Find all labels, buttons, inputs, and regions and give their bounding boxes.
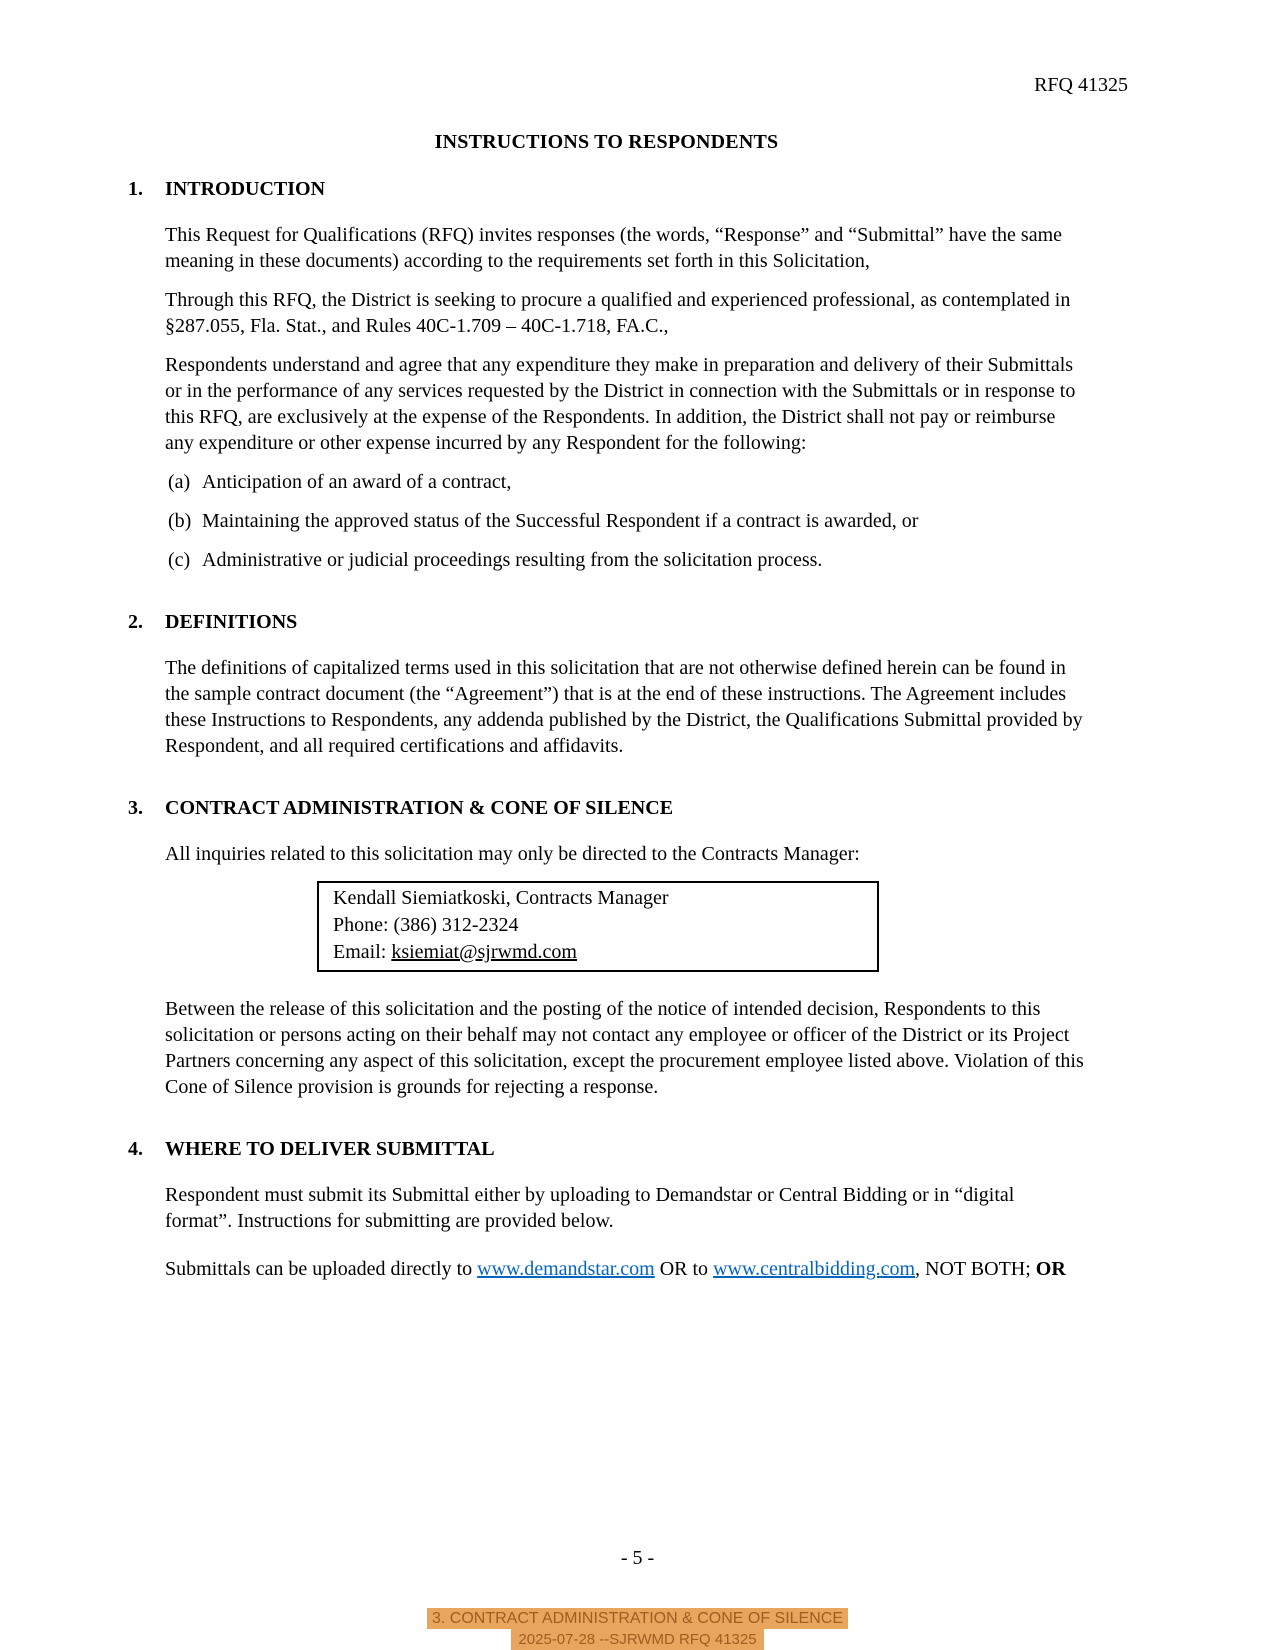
contact-email-label: Email:: [333, 941, 392, 963]
paragraph: All inquiries related to this solicitation may only be directed to the Contracts Manager:: [165, 843, 860, 865]
document-title: INSTRUCTIONS TO RESPONDENTS: [434, 131, 779, 153]
contact-email-row: [333, 939, 863, 966]
stamp-row: [0, 1608, 1275, 1629]
doc-reference: RFQ 41325: [1034, 74, 1128, 96]
section-introduction: [128, 176, 1085, 573]
section-definitions: [128, 609, 1085, 759]
section-contract-administration: [128, 795, 1085, 1100]
list-item: [168, 547, 1085, 573]
paragraph: This Request for Qualifications (RFQ) invites responses (the words, “Response” and “Submittal” have the same meaning in these documents) according to the requirements set forth in this Solicitation,: [165, 224, 1063, 272]
section-number: 4.: [128, 1138, 143, 1160]
list-item-text: Anticipation of an award of a contract,: [202, 471, 512, 493]
section-heading: DEFINITIONS: [165, 611, 298, 633]
stamp-section-title: 3. CONTRACT ADMINISTRATION & CONE OF SILENCE: [427, 1608, 848, 1629]
upload-text-suffix: , NOT BOTH;: [915, 1258, 1036, 1280]
document-body: [128, 176, 1085, 1295]
demandstar-link[interactable]: www.demandstar.com: [477, 1258, 655, 1280]
section-heading: CONTRACT ADMINISTRATION & CONE OF SILENCE: [165, 797, 674, 819]
list-item-label: (c): [168, 549, 191, 571]
contact-box: [317, 881, 879, 972]
section-heading-row: [128, 609, 1085, 635]
list-item-text: Maintaining the approved status of the Successful Respondent if a contract is awarded, or: [202, 510, 919, 532]
paragraph: Respondents understand and agree that any expenditure they make in preparation and delivery of their Submittals or in the performance of any services requested by the District in connection with the Submittals or in response to this RFQ, are exclusively at the expense of the Respondents. In addition, the District shall not pay or reimburse any expenditure or other expense incurred by any Respondent for the following:: [165, 354, 1076, 454]
section-number: 2.: [128, 611, 143, 633]
list-item: [168, 469, 1085, 495]
page-number: - 5 -: [620, 1547, 655, 1569]
upload-text-prefix: Submittals can be uploaded directly to: [165, 1258, 478, 1280]
list-item-text: Administrative or judicial proceedings resulting from the solicitation process.: [202, 549, 823, 571]
footer-stamp: [0, 1608, 1275, 1650]
paragraph: Respondent must submit its Submittal either by uploading to Demandstar or Central Bidding or in “digital format”. Instructions for submitting are provided below.: [165, 1184, 1015, 1232]
centralbidding-link[interactable]: www.centralbidding.com: [713, 1258, 916, 1280]
paragraph-upload: [165, 1256, 1085, 1282]
contact-email-link[interactable]: ksiemiat@sjrwmd.com: [391, 941, 577, 963]
section-heading-row: [128, 1136, 1085, 1162]
list-item-label: (a): [168, 471, 191, 493]
list-item: [168, 508, 1085, 534]
list-item-label: (b): [168, 510, 192, 532]
upload-text-or: OR: [1035, 1258, 1066, 1280]
upload-text-middle: OR to: [654, 1258, 714, 1280]
stamp-date-reference: 2025-07-28 --SJRWMD RFQ 41325: [511, 1629, 763, 1650]
paragraph: Through this RFQ, the District is seeking to procure a qualified and experienced professional, as contemplated in §287.055, Fla. Stat., and Rules 40C-1.709 – 40C-1.718, FA.C.,: [165, 289, 1071, 337]
paragraph: The definitions of capitalized terms used in this solicitation that are not otherwise defined herein can be found in the sample contract document (the “Agreement”) that is at the end of these instructions. The Agreement includes these Instructions to Respondents, any addenda published by the District, the Qualifications Submittal provided by Respondent, and all required certifications and affidavits.: [165, 657, 1083, 757]
contact-name: Kendall Siemiatkoski, Contracts Manager: [333, 887, 669, 909]
section-where-to-deliver: [128, 1136, 1085, 1282]
section-heading: INTRODUCTION: [165, 178, 326, 200]
paragraph: Between the release of this solicitation and the posting of the notice of intended decision, Respondents to this solicitation or persons acting on their behalf may not contact any employee or officer of the District or its Project Partners concerning any aspect of this solicitation, except the procurement employee listed above. Violation of this Cone of Silence provision is grounds for rejecting a response.: [165, 998, 1084, 1098]
section-heading-row: [128, 795, 1085, 821]
section-heading: WHERE TO DELIVER SUBMITTAL: [165, 1138, 495, 1160]
section-heading-row: [128, 176, 1085, 202]
stamp-row: [0, 1629, 1275, 1650]
section-number: 3.: [128, 797, 143, 819]
contact-phone: Phone: (386) 312-2324: [333, 914, 519, 936]
section-number: 1.: [128, 178, 143, 200]
